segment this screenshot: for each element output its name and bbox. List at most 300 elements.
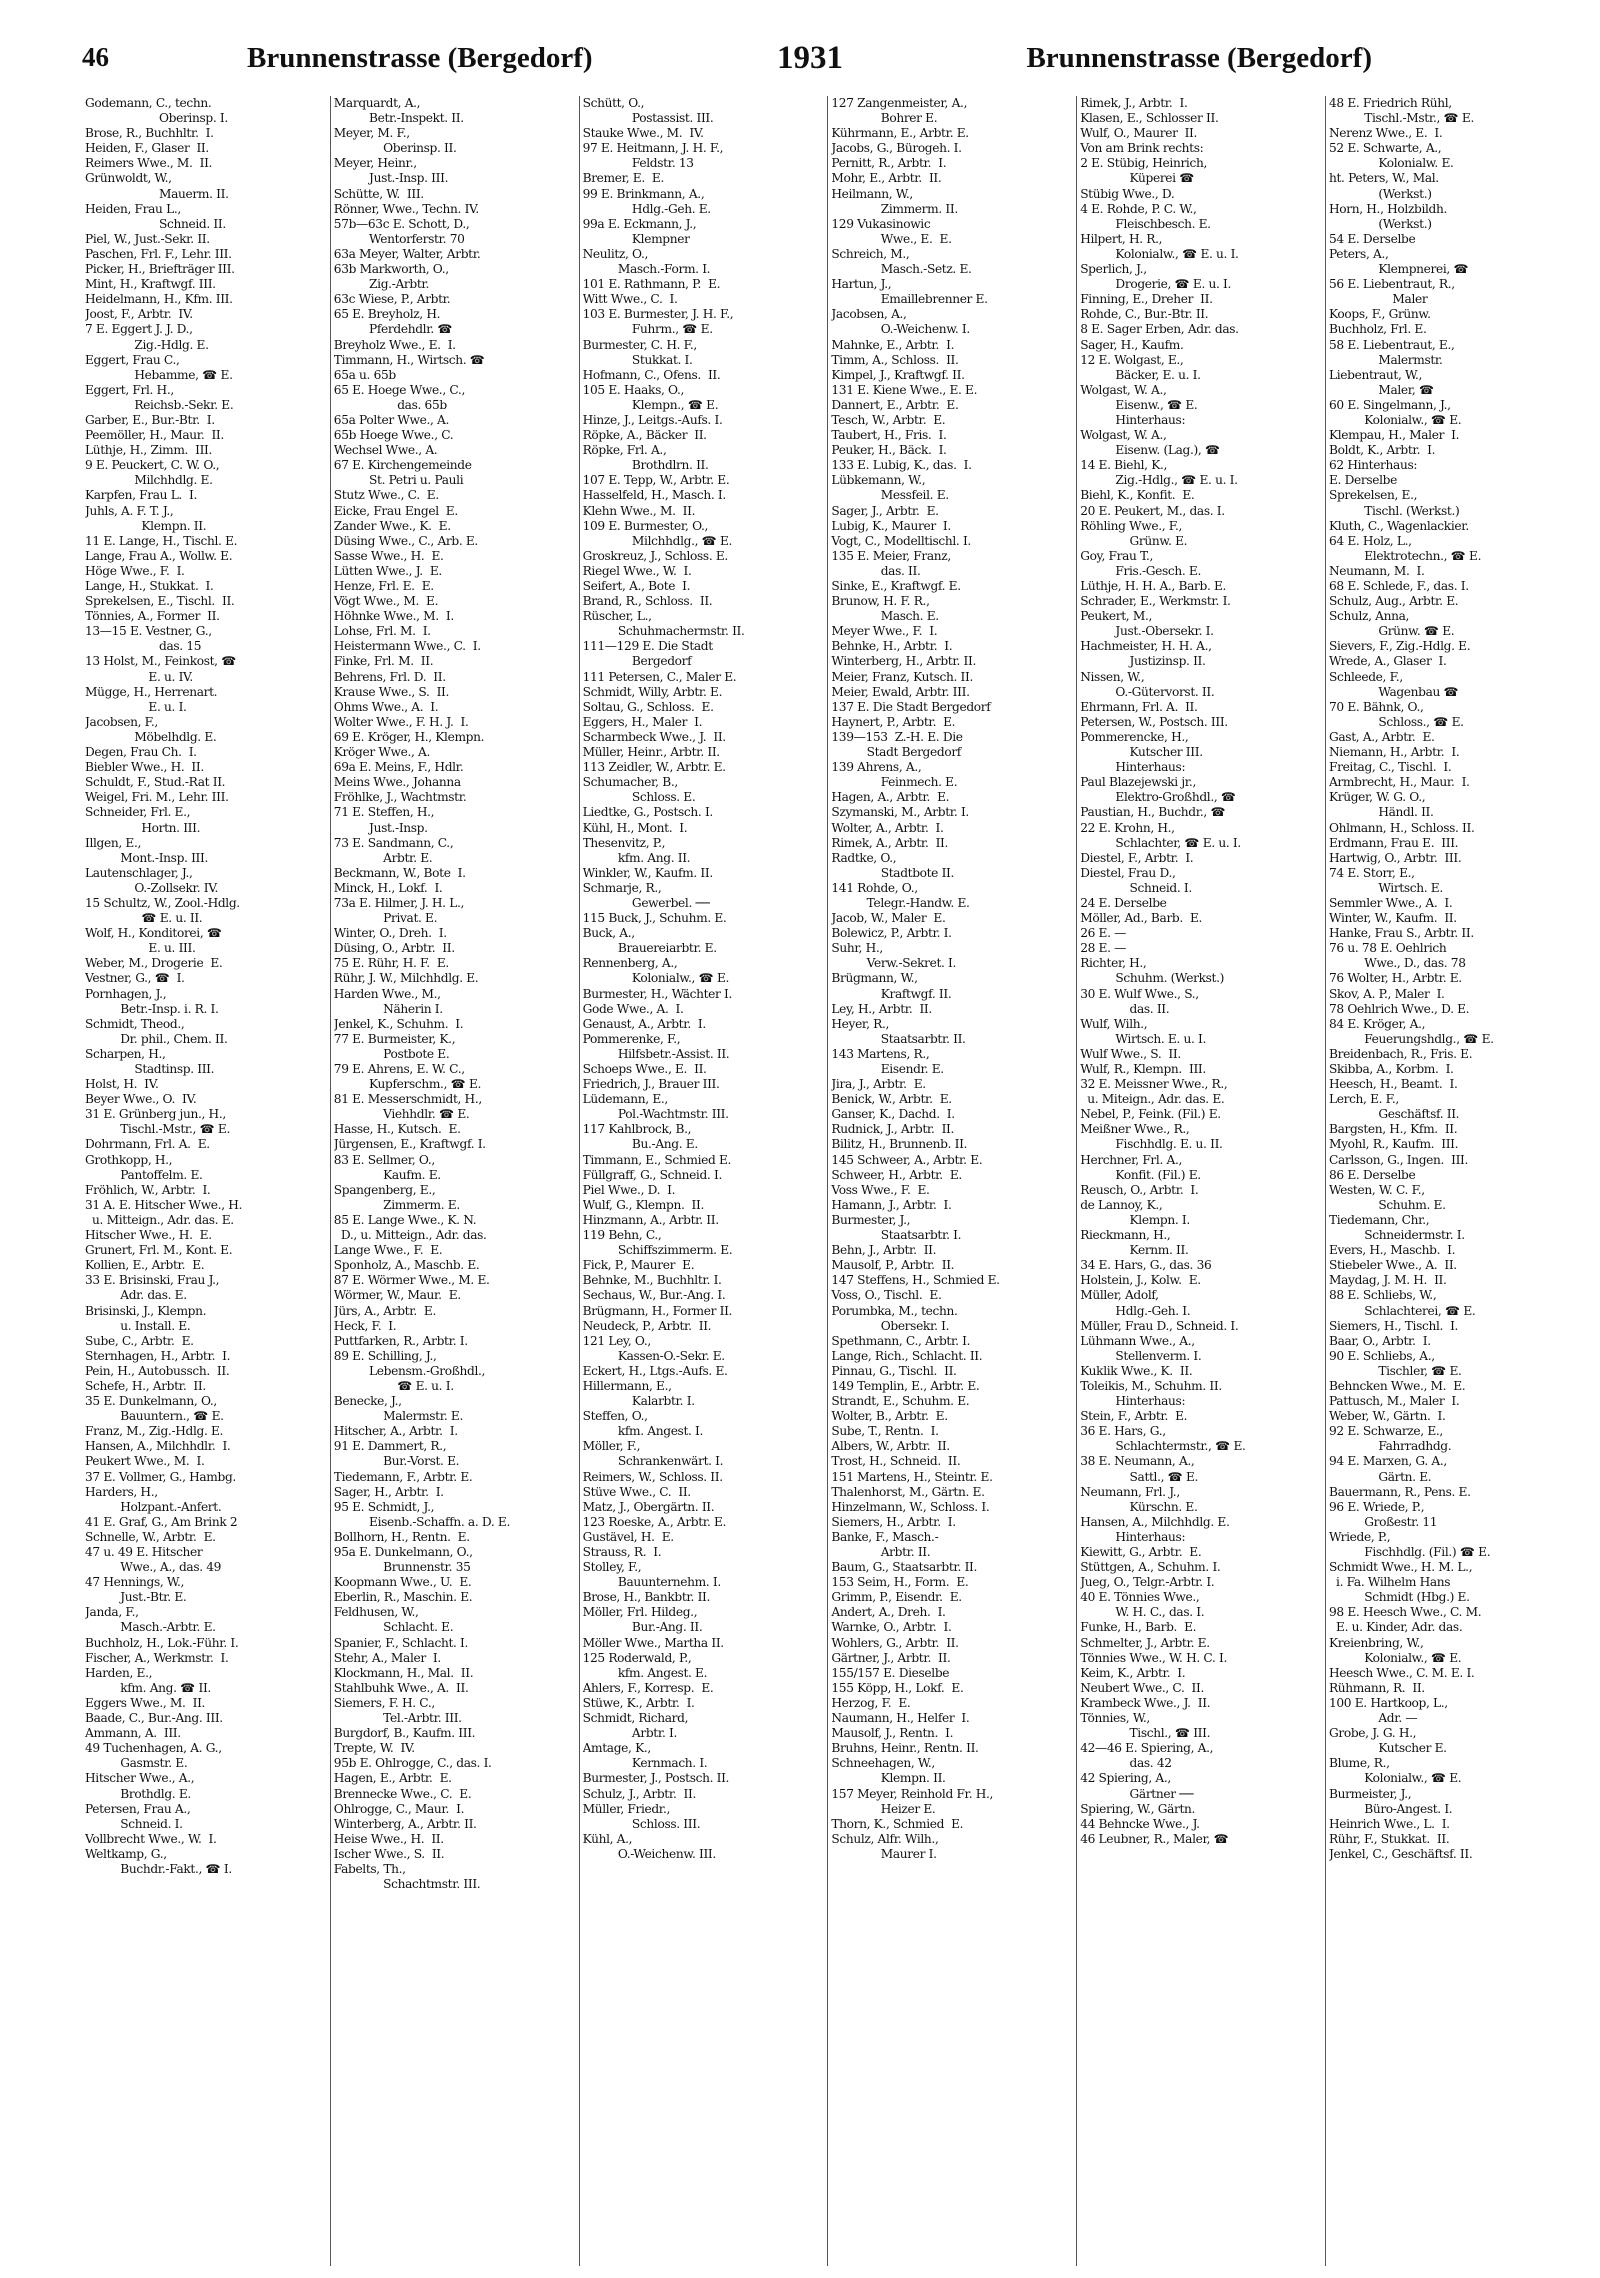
- directory-entry-line: Eisendr. E.: [831, 1062, 944, 1076]
- directory-entry-line: Myohl, R., Kaufm. III.: [1328, 1137, 1459, 1152]
- directory-entry-line: Geschäftsf. II.: [1328, 1107, 1460, 1122]
- directory-entry-line: Bäcker, E. u. I.: [1080, 367, 1201, 382]
- directory-entry-line: Behnke, M., Buchhltr. I.: [582, 1273, 722, 1288]
- directory-entry-line: Henze, Frl. E. E.: [333, 579, 434, 593]
- directory-entry-line: Weber, W., Gärtn. I.: [1328, 1409, 1446, 1424]
- directory-entry-line: Picker, H., Briefträger III.: [85, 262, 235, 277]
- directory-entry-line: Gode Wwe., A. I.: [582, 1001, 684, 1016]
- directory-entry-line: Ammann, A. III.: [85, 1726, 181, 1741]
- directory-entry-line: Wechsel Wwe., A.: [333, 443, 438, 458]
- directory-column: [82, 96, 331, 2266]
- directory-entry-line: Lange, H., Stukkat. I.: [85, 579, 214, 593]
- directory-entry-line: Goy, Frau T.,: [1080, 548, 1154, 563]
- directory-column: [580, 96, 829, 2266]
- directory-entry-line: 24 E. Derselbe: [1080, 895, 1167, 910]
- directory-entry-line: 38 E. Neumann, A.,: [1080, 1454, 1195, 1469]
- directory-entry-line: Burmester, J., Postsch. II.: [582, 1771, 730, 1786]
- directory-entry-line: Rohde, C., Bur.-Btr. II.: [1080, 307, 1209, 322]
- directory-entry-line: Behn, J., Arbtr. II.: [831, 1243, 937, 1258]
- directory-entry-line: Schrader, E., Werkmstr. I.: [1080, 594, 1231, 609]
- directory-entry-line: 139—153 Z.-H. E. Die: [831, 729, 963, 744]
- directory-entry-line: Wentorferstr. 70: [333, 231, 465, 246]
- directory-entry-line: Hagen, E., Arbtr. E.: [333, 1771, 452, 1786]
- directory-entry-line: Gärtner, J., Arbtr. II.: [831, 1650, 951, 1665]
- directory-entry-line: das. 42: [1080, 1756, 1172, 1771]
- directory-entry-line: Von am Brink rechts:: [1080, 141, 1204, 156]
- directory-entry-line: Jenkel, K., Schuhm. I.: [333, 1016, 464, 1031]
- directory-entry-line: Näherin I.: [333, 1001, 443, 1016]
- directory-entry-line: 141 Rohde, O.,: [831, 880, 918, 895]
- directory-entry-line: Eberlin, R., Maschin. E.: [333, 1590, 473, 1605]
- directory-entry-line: 37 E. Vollmer, G., Hambg.: [85, 1469, 236, 1484]
- directory-entry-line: Buck, A.,: [582, 926, 635, 941]
- directory-entry-line: Sprekelsen, E., Tischl. II.: [85, 594, 235, 609]
- directory-entry-line: Timm, A., Schloss. II.: [831, 352, 959, 367]
- directory-entry-line: 26 E. —: [1080, 926, 1126, 941]
- directory-entry-line: Stübig Wwe., D.: [1080, 186, 1175, 201]
- directory-entry-line: Schneidermstr. I.: [1328, 1228, 1465, 1243]
- directory-entry-line: Zander Wwe., K. E.: [333, 518, 451, 533]
- directory-entry-line: 67 E. Kirchengemeinde: [333, 458, 472, 473]
- directory-entry-line: Kaufm. E.: [333, 1167, 441, 1182]
- directory-entry-line: Jenkel, C., Geschäftsf. II.: [1328, 1846, 1473, 1861]
- directory-entry-line: Strauss, R. I.: [582, 1545, 662, 1559]
- directory-entry-line: Jueg, O., Telgr.-Arbtr. I.: [1080, 1575, 1215, 1590]
- directory-entry-line: Zimmerm. II.: [831, 201, 958, 216]
- directory-entry-line: Hofmann, C., Ofens. II.: [582, 367, 721, 382]
- directory-entry-line: 94 E. Marxen, G. A.,: [1328, 1454, 1447, 1469]
- directory-entry-line: 9 E. Peuckert, C. W. O.,: [85, 458, 220, 473]
- directory-entry-line: Wolter Wwe., F. H. J. I.: [333, 714, 469, 729]
- directory-entry-line: Brunow, H. F. R.,: [831, 594, 930, 609]
- directory-entry-line: 105 E. Haaks, O.,: [582, 382, 684, 397]
- directory-entry-line: Hillermann, E.,: [582, 1378, 672, 1393]
- directory-entry-line: Reusch, O., Arbtr. I.: [1080, 1182, 1199, 1197]
- directory-entry-line: 107 E. Tepp, W., Arbtr. E.: [582, 473, 730, 488]
- directory-entry-line: ☎ E. u. I.: [333, 1378, 454, 1393]
- directory-entry-line: Behrens, Frl. D. II.: [333, 669, 446, 684]
- directory-entry-line: Fleischbesch. E.: [1080, 216, 1211, 231]
- directory-entry-line: Pommerenke, F.,: [582, 1031, 681, 1046]
- directory-entry-line: Bolewicz, P., Arbtr. I.: [831, 926, 952, 941]
- directory-entry-line: Weigel, Fri. M., Lehr. III.: [85, 790, 229, 805]
- directory-entry-line: Tiedemann, F., Arbtr. E.: [333, 1469, 473, 1484]
- directory-entry-line: Masch.-Form. I.: [582, 262, 711, 277]
- directory-entry-line: Kolonialw., ☎ E.: [1328, 1650, 1462, 1665]
- directory-entry-line: Pinnau, G., Tischl. II.: [831, 1363, 957, 1378]
- directory-entry-line: Lautenschlager, J.,: [85, 865, 193, 880]
- directory-entry-line: Düsing, O., Arbtr. II.: [333, 941, 455, 956]
- directory-entry-line: 77 E. Burmeister, K.,: [333, 1031, 456, 1046]
- directory-entry-line: Piel, W., Just.-Sekr. II.: [85, 231, 210, 246]
- directory-entry-line: Ischer Wwe., S. II.: [333, 1846, 445, 1861]
- directory-entry-line: Spethmann, C., Arbtr. I.: [831, 1333, 971, 1348]
- directory-entry-line: Biebler Wwe., H. II.: [85, 760, 204, 775]
- directory-entry-line: Herchner, Frl. A.,: [1080, 1152, 1183, 1167]
- directory-entry-line: Bohrer E.: [831, 111, 938, 126]
- directory-entry-line: Mausolf, J., Rentn. I.: [831, 1726, 954, 1741]
- directory-entry-line: Neulitz, O.,: [582, 246, 649, 261]
- directory-entry-line: 74 E. Storr, E.,: [1328, 865, 1415, 880]
- directory-entry-line: Blume, R.,: [1328, 1756, 1390, 1771]
- directory-entry-line: Meyer Wwe., F. I.: [831, 624, 938, 639]
- directory-entry-line: Arbtr. II.: [831, 1545, 931, 1559]
- directory-entry-line: Illgen, E.,: [85, 835, 142, 850]
- directory-entry-line: 123 Roeske, A., Arbtr. E.: [582, 1514, 727, 1529]
- directory-entry-line: Wörmer, W., Maur. E.: [333, 1288, 461, 1303]
- directory-entry-line: 111 Petersen, C., Maler E.: [582, 669, 737, 684]
- directory-entry-line: Lubig, K., Maurer I.: [831, 518, 951, 533]
- directory-entry-line: Reichsb.-Sekr. E.: [85, 397, 234, 412]
- directory-entry-line: Fuhrm., ☎ E.: [582, 322, 713, 337]
- directory-entry-line: Sattl., ☎ E.: [1080, 1469, 1199, 1484]
- directory-entry-line: Jacobs, G., Bürogeh. I.: [831, 141, 962, 156]
- directory-entry-line: Schweer, H., Arbtr. E.: [831, 1167, 962, 1182]
- directory-column: [1326, 96, 1575, 2266]
- directory-entry-line: Siemers, H., Arbtr. I.: [831, 1514, 956, 1529]
- directory-entry-line: ☎ E. u. II.: [85, 911, 203, 926]
- directory-entry-line: E. u. I.: [85, 699, 187, 714]
- directory-entry-line: 54 E. Derselbe: [1328, 231, 1416, 246]
- directory-entry-line: Holstein, J., Kolw. E.: [1080, 1273, 1201, 1288]
- directory-entry-line: Nissen, W.,: [1080, 669, 1145, 684]
- directory-entry-line: Fischhdlg. E. u. II.: [1080, 1137, 1223, 1152]
- directory-entry-line: Liebentraut, W.,: [1328, 367, 1423, 382]
- directory-entry-line: Maler, ☎: [1328, 382, 1434, 397]
- directory-entry-line: Gasmstr. E.: [85, 1756, 188, 1771]
- directory-entry-line: Spiering, W., Gärtn.: [1080, 1801, 1196, 1816]
- directory-entry-line: das. 65b: [333, 397, 447, 412]
- directory-entry-line: Grobe, J. G. H.,: [1328, 1726, 1417, 1741]
- directory-entry-line: 69 E. Kröger, H., Klempn.: [333, 729, 485, 744]
- directory-entry-line: 92 E. Schwarze, E.,: [1328, 1424, 1443, 1439]
- directory-entry-line: Schefe, H., Arbtr. II.: [85, 1378, 206, 1393]
- directory-entry-line: Fröhlke, J., Wachtmstr.: [333, 790, 467, 805]
- directory-entry-line: Verw.-Sekret. I.: [831, 956, 957, 971]
- directory-entry-line: Ganser, K., Dachd. I.: [831, 1107, 955, 1122]
- directory-entry-line: 41 E. Graf, G., Am Brink 2: [85, 1514, 238, 1529]
- directory-entry-line: Sager, J., Arbtr. E.: [831, 503, 939, 518]
- directory-entry-line: Heizer E.: [831, 1801, 936, 1816]
- directory-entry-line: Fick, P., Maurer E.: [582, 1258, 695, 1273]
- directory-entry-line: Pferdehdlr. ☎: [333, 322, 453, 337]
- directory-entry-line: Kraftwgf. II.: [831, 986, 952, 1001]
- directory-entry-line: Schuhmachermstr. II.: [582, 624, 745, 639]
- directory-entry-line: Diestel, Frau D.,: [1080, 865, 1176, 880]
- directory-entry-line: Röhling Wwe., F.,: [1080, 518, 1183, 533]
- directory-entry-line: Maydag, J. M. H. II.: [1328, 1273, 1447, 1288]
- directory-entry-line: Eggers Wwe., M. II.: [85, 1695, 206, 1710]
- directory-entry-line: Mahnke, E., Arbtr. I.: [831, 337, 955, 352]
- directory-entry-line: Peukert Wwe., M. I.: [85, 1454, 205, 1469]
- directory-entry-line: 63c Wiese, P., Arbtr.: [333, 292, 451, 307]
- directory-entry-line: Grünw. ☎ E.: [1328, 624, 1455, 639]
- directory-entry-line: Messfeil. E.: [831, 488, 949, 503]
- directory-entry-line: 84 E. Kröger, A.,: [1328, 1016, 1426, 1031]
- directory-column: [828, 96, 1077, 2266]
- directory-entry-line: Staatsarbtr. II.: [831, 1031, 966, 1046]
- directory-entry-line: Stein, F., Arbtr. E.: [1080, 1409, 1188, 1424]
- directory-entry-line: Hansen, A., Milchhdlg. E.: [1080, 1514, 1230, 1529]
- directory-entry-line: Kreienbring, W.,: [1328, 1635, 1424, 1650]
- directory-entry-line: Feinmech. E.: [831, 775, 958, 790]
- directory-entry-line: Kolonialw., ☎ E.: [1328, 1771, 1462, 1786]
- directory-entry-line: 151 Martens, H., Steintr. E.: [831, 1469, 993, 1484]
- directory-entry-line: 57b—63c E. Schott, D.,: [333, 216, 470, 231]
- directory-entry-line: Liedtke, G., Postsch. I.: [582, 805, 713, 820]
- directory-entry-line: Meier, Franz, Kutsch. II.: [831, 669, 974, 684]
- directory-entry-line: Hitscher, A., Arbtr. I.: [333, 1424, 458, 1439]
- directory-entry-line: 87 E. Wörmer Wwe., M. E.: [333, 1273, 490, 1288]
- directory-entry-line: O.-Weichenw. I.: [831, 322, 970, 337]
- directory-entry-line: Heidelmann, H., Kfm. III.: [85, 292, 233, 307]
- directory-entry-line: 91 E. Dammert, R.,: [333, 1439, 447, 1454]
- directory-entry-line: Spanier, F., Schlacht. I.: [333, 1635, 469, 1650]
- directory-entry-line: 14 E. Biehl, K.,: [1080, 458, 1168, 473]
- directory-entry-line: 28 E. —: [1080, 941, 1126, 956]
- directory-entry-line: Schnelle, W., Arbtr. E.: [85, 1529, 216, 1544]
- directory-entry-line: Seifert, A., Bote I.: [582, 579, 691, 593]
- directory-entry-line: Hinterhaus:: [1080, 760, 1186, 775]
- directory-entry-line: Feuerungshdlg., ☎ E.: [1328, 1031, 1494, 1046]
- directory-entry-line: Mint, H., Kraftwgf. III.: [85, 277, 216, 292]
- directory-entry-line: das. II.: [1080, 1001, 1170, 1016]
- directory-entry-line: Armbrecht, H., Maur. I.: [1328, 775, 1470, 790]
- directory-entry-line: Friedrich, J., Brauer III.: [582, 1077, 720, 1092]
- directory-entry-line: 44 Behncke Wwe., J.: [1080, 1816, 1200, 1831]
- directory-entry-line: das. II.: [831, 563, 921, 578]
- directory-entry-line: Schulz, Anna,: [1328, 609, 1410, 624]
- directory-entry-line: Schulz, Aug., Arbtr. E.: [1328, 594, 1459, 609]
- directory-entry-line: 135 E. Meier, Franz,: [831, 548, 951, 563]
- directory-entry-line: Viehhdlr. ☎ E.: [333, 1107, 470, 1122]
- directory-entry-line: Eicke, Frau Engel E.: [333, 503, 458, 518]
- directory-entry-line: Krause Wwe., S. II.: [333, 684, 450, 699]
- directory-entry-line: Schmidt, Richard,: [582, 1711, 689, 1726]
- directory-entry-line: 89 E. Schilling, J.,: [333, 1348, 437, 1363]
- directory-entry-line: Küperei ☎: [1080, 171, 1195, 186]
- directory-entry-line: Schlachter, ☎ E. u. I.: [1080, 835, 1241, 850]
- directory-entry-line: Koopmann Wwe., U. E.: [333, 1575, 472, 1590]
- directory-entry-line: Lohse, Frl. M. I.: [333, 624, 431, 639]
- directory-entry-line: 65 E. Hoege Wwe., C.,: [333, 382, 465, 397]
- directory-entry-line: Schrankenwärt. I.: [582, 1454, 724, 1469]
- directory-entry-line: Thorn, K., Schmied E.: [831, 1816, 964, 1831]
- page-number: 46: [82, 42, 109, 72]
- directory-entry-line: Schiffszimmerm. E.: [582, 1243, 733, 1258]
- directory-entry-line: Franz, M., Zig.-Hdlg. E.: [85, 1424, 224, 1439]
- directory-entry-line: Juhls, A. F. T. J.,: [85, 503, 174, 518]
- directory-entry-line: Sechaus, W., Bur.-Ang. I.: [582, 1288, 726, 1303]
- directory-entry-line: Holzpant.-Anfert.: [85, 1499, 222, 1514]
- directory-entry-line: Lerch, E. F.,: [1328, 1092, 1399, 1107]
- directory-entry-line: u. Install. E.: [85, 1318, 191, 1333]
- directory-entry-line: Schmidt, Willy, Arbtr. E.: [582, 684, 723, 699]
- directory-entry-line: Maurer I.: [831, 1846, 937, 1861]
- directory-entry-line: Neudeck, P., Arbtr. II.: [582, 1318, 712, 1333]
- directory-entry-line: 95b E. Ohlrogge, C., das. I.: [333, 1756, 492, 1771]
- directory-entry-line: Marquardt, A.,: [333, 96, 421, 110]
- directory-entry-line: Fischer, A., Werkmstr. I.: [85, 1650, 229, 1665]
- directory-entry-line: Kührmann, E., Arbtr. E.: [831, 126, 969, 141]
- directory-entry-line: Wwe., D., das. 78: [1328, 956, 1466, 971]
- directory-entry-line: Pein, H., Autobussch. II.: [85, 1363, 230, 1378]
- directory-entry-line: Tönnies, A., Former II.: [85, 609, 220, 624]
- directory-entry-line: Stutz Wwe., C. E.: [333, 488, 439, 503]
- directory-entry-line: Albers, W., Arbtr. II.: [831, 1439, 950, 1454]
- directory-entry-line: Rühmann, R. II.: [1328, 1680, 1425, 1695]
- directory-entry-line: Hagen, A., Arbtr. E.: [831, 790, 950, 805]
- directory-entry-line: Krambeck Wwe., J. II.: [1080, 1695, 1211, 1710]
- directory-entry-line: Kolonialw., ☎ E.: [1328, 412, 1462, 427]
- directory-entry-line: 48 E. Friedrich Rühl,: [1328, 96, 1452, 110]
- directory-entry-line: Porumbka, M., techn.: [831, 1303, 958, 1318]
- directory-entry-line: Brose, R., Buchhltr. I.: [85, 126, 214, 141]
- directory-entry-line: Buchdr.-Fakt., ☎ I.: [85, 1861, 232, 1876]
- directory-entry-line: Adr. —: [1328, 1711, 1418, 1726]
- directory-entry-line: Stüve Wwe., C. II.: [582, 1484, 691, 1499]
- directory-column: [331, 96, 580, 2266]
- directory-entry-line: E. u. III.: [85, 941, 196, 956]
- directory-entry-line: Klempn., ☎ E.: [582, 397, 719, 412]
- directory-entry-line: Ohlrogge, C., Maur. I.: [333, 1801, 465, 1816]
- directory-entry-line: Taubert, H., Fris. I.: [831, 428, 947, 443]
- directory-entry-line: Schloss. III.: [582, 1816, 701, 1831]
- directory-entry-line: Bur.-Ang. II.: [582, 1620, 703, 1635]
- directory-entry-line: Spangenberg, E.,: [333, 1182, 436, 1197]
- directory-entry-line: Bauuntern., ☎ E.: [85, 1409, 224, 1424]
- directory-entry-line: Kiewitt, G., Arbtr. E.: [1080, 1545, 1202, 1559]
- directory-entry-line: Bruhns, Heinr., Rentn. II.: [831, 1741, 979, 1756]
- directory-entry-line: Ohms Wwe., A. I.: [333, 699, 439, 714]
- directory-entry-line: 13—15 E. Vestner, G.,: [85, 624, 212, 639]
- directory-entry-line: Naumann, H., Helfer I.: [831, 1711, 970, 1726]
- directory-entry-line: Eggert, Frau C.,: [85, 352, 180, 367]
- directory-entry-line: Kollien, E., Arbtr. E.: [85, 1258, 205, 1273]
- directory-entry-line: Vögt Wwe., M. E.: [333, 594, 439, 609]
- directory-entry-line: Bu.-Ang. E.: [582, 1137, 698, 1152]
- directory-entry-line: Heyer, R.,: [831, 1016, 889, 1031]
- directory-entry-line: Elektrotechn., ☎ E.: [1328, 548, 1482, 563]
- directory-entry-line: 15 Schultz, W., Zool.-Hdlg.: [85, 895, 240, 910]
- directory-entry-line: 147 Steffens, H., Schmied E.: [831, 1273, 1000, 1288]
- directory-entry-line: i. Fa. Wilhelm Hans: [1328, 1575, 1451, 1590]
- directory-entry-line: 81 E. Messerschmidt, H.,: [333, 1092, 482, 1107]
- directory-entry-line: Scharpen, H.,: [85, 1046, 166, 1061]
- directory-entry-line: Grünwoldt, W.,: [85, 171, 172, 186]
- directory-entry-line: 99a E. Eckmann, J.,: [582, 216, 697, 231]
- directory-entry-line: kfm. Ang. II.: [582, 850, 691, 865]
- directory-entry-line: Staatsarbtr. I.: [831, 1228, 962, 1243]
- directory-entry-line: Maler: [1328, 292, 1428, 307]
- directory-entry-line: 62 Hinterhaus:: [1328, 458, 1418, 473]
- directory-entry-line: Neubert Wwe., C. II.: [1080, 1680, 1204, 1695]
- directory-entry-line: Meyer, M. F.,: [333, 126, 410, 141]
- directory-entry-line: Riegel Wwe., W. I.: [582, 563, 692, 578]
- directory-entry-line: Heilmann, W.,: [831, 186, 913, 201]
- directory-entry-line: Schleede, F.,: [1328, 669, 1403, 684]
- directory-entry-line: Fris.-Gesch. E.: [1080, 563, 1202, 578]
- directory-entry-line: O.-Zollsekr. IV.: [85, 880, 219, 895]
- directory-entry-line: Dannert, E., Arbtr. E.: [831, 397, 959, 412]
- directory-entry-line: W. H. C., das. I.: [1080, 1605, 1205, 1620]
- directory-entry-line: Gewerbel. ──: [582, 895, 710, 910]
- directory-entry-line: Klempau, H., Maler I.: [1328, 428, 1460, 443]
- directory-entry-line: Konfit. (Fil.) E.: [1080, 1167, 1201, 1182]
- directory-entry-line: 12 E. Wolgast, E.,: [1080, 352, 1184, 367]
- directory-entry-line: Bilitz, H., Brunnenb. II.: [831, 1137, 968, 1152]
- directory-entry-line: Dohrmann, Frl. A. E.: [85, 1137, 210, 1152]
- directory-entry-line: Büro-Angest. I.: [1328, 1801, 1453, 1816]
- directory-entry-line: Fröhlich, W., Arbtr. I.: [85, 1182, 211, 1197]
- directory-entry-line: 121 Ley, O.,: [582, 1333, 651, 1348]
- directory-entry-line: Neumann, Frl. J.,: [1080, 1484, 1180, 1499]
- directory-entry-line: Klempner: [582, 231, 690, 246]
- directory-entry-line: Schneid. II.: [85, 216, 226, 231]
- directory-entry-line: (Werkst.): [1328, 216, 1432, 231]
- directory-entry-line: Lange, Rich., Schlacht. II.: [831, 1348, 983, 1363]
- directory-entry-line: 47 Hennings, W.,: [85, 1575, 185, 1590]
- directory-entry-line: Diestel, F., Arbtr. I.: [1080, 850, 1194, 865]
- directory-entry-line: Milchhdlg., ☎ E.: [582, 533, 733, 548]
- directory-entry-line: Hansen, A., Milchhdlr. I.: [85, 1439, 231, 1454]
- directory-entry-line: Meier, Ewald, Arbtr. III.: [831, 684, 970, 699]
- directory-entry-line: Brisinski, J., Klempn.: [85, 1303, 207, 1318]
- directory-entry-line: Petersen, Frau A.,: [85, 1801, 191, 1816]
- directory-entry-line: 13 Holst, M., Feinkost, ☎: [85, 654, 237, 669]
- directory-entry-line: Pornhagen, J.,: [85, 986, 167, 1001]
- directory-entry-line: Malermstr.: [1328, 352, 1443, 367]
- directory-entry-line: Arbtr. I.: [582, 1726, 678, 1741]
- directory-entry-line: E. Derselbe: [1328, 473, 1397, 488]
- directory-entry-line: Sponholz, A., Maschb. E.: [333, 1258, 480, 1273]
- directory-entry-line: Klempn. II.: [831, 1771, 946, 1786]
- directory-entry-line: Schneid. I.: [85, 1816, 183, 1831]
- directory-entry-line: Kröger Wwe., A.: [333, 745, 430, 760]
- directory-entry-line: Tischl.-Mstr., ☎ E.: [1328, 111, 1474, 126]
- directory-entry-line: Schloss., ☎ E.: [1328, 714, 1464, 729]
- directory-entry-line: Kupferschm., ☎ E.: [333, 1077, 482, 1092]
- directory-entry-line: 76 Wolter, H., Arbtr. E.: [1328, 971, 1462, 986]
- directory-entry-line: 7 E. Eggert J. J. D.,: [85, 322, 193, 337]
- directory-entry-line: Stiebeler Wwe., A. II.: [1328, 1258, 1457, 1273]
- directory-entry-line: 42 Spiering, A.,: [1080, 1771, 1171, 1786]
- directory-entry-line: de Lannoy, K.,: [1080, 1197, 1163, 1212]
- directory-entry-line: Lange, Frau A., Wollw. E.: [85, 548, 233, 563]
- directory-entry-line: Peemöller, H., Maur. II.: [85, 428, 224, 443]
- directory-entry-line: Möller, Frl. Hildeg.,: [582, 1605, 698, 1620]
- directory-entry-line: Ley, H., Arbtr. II.: [831, 1001, 932, 1016]
- directory-entry-line: Rudnick, J., Arbtr. II.: [831, 1122, 955, 1137]
- directory-entry-line: 98 E. Heesch Wwe., C. M.: [1328, 1605, 1482, 1620]
- directory-entry-line: 149 Templin, E., Arbtr. E.: [831, 1378, 980, 1393]
- directory-entry-line: Skov, A. P., Maler I.: [1328, 986, 1445, 1001]
- directory-entry-line: 145 Schweer, A., Arbtr. E.: [831, 1152, 983, 1167]
- directory-entry-line: Buchholz, Frl. E.: [1328, 322, 1427, 337]
- directory-entry-line: Wolter, B., Arbtr. E.: [831, 1409, 948, 1424]
- directory-entry-line: Brand, R., Schloss. II.: [582, 594, 713, 609]
- directory-entry-line: Stüttgen, A., Schuhm. I.: [1080, 1560, 1221, 1575]
- directory-entry-line: Genaust, A., Arbtr. I.: [582, 1016, 706, 1031]
- directory-entry-line: Boldt, K., Arbtr. I.: [1328, 443, 1436, 458]
- directory-entry-line: Winterberg, A., Arbtr. II.: [333, 1816, 477, 1831]
- directory-entry-line: Tesch, W., Arbtr. E.: [831, 412, 946, 427]
- directory-entry-line: Winkler, W., Kaufm. II.: [582, 865, 713, 880]
- directory-entry-line: Betr.-Inspekt. II.: [333, 111, 464, 126]
- directory-entry-line: Harden, E.,: [85, 1665, 153, 1680]
- directory-entry-line: Niemann, H., Arbtr. I.: [1328, 745, 1460, 760]
- directory-entry-line: 76 u. 78 E. Oehlrich: [1328, 941, 1447, 956]
